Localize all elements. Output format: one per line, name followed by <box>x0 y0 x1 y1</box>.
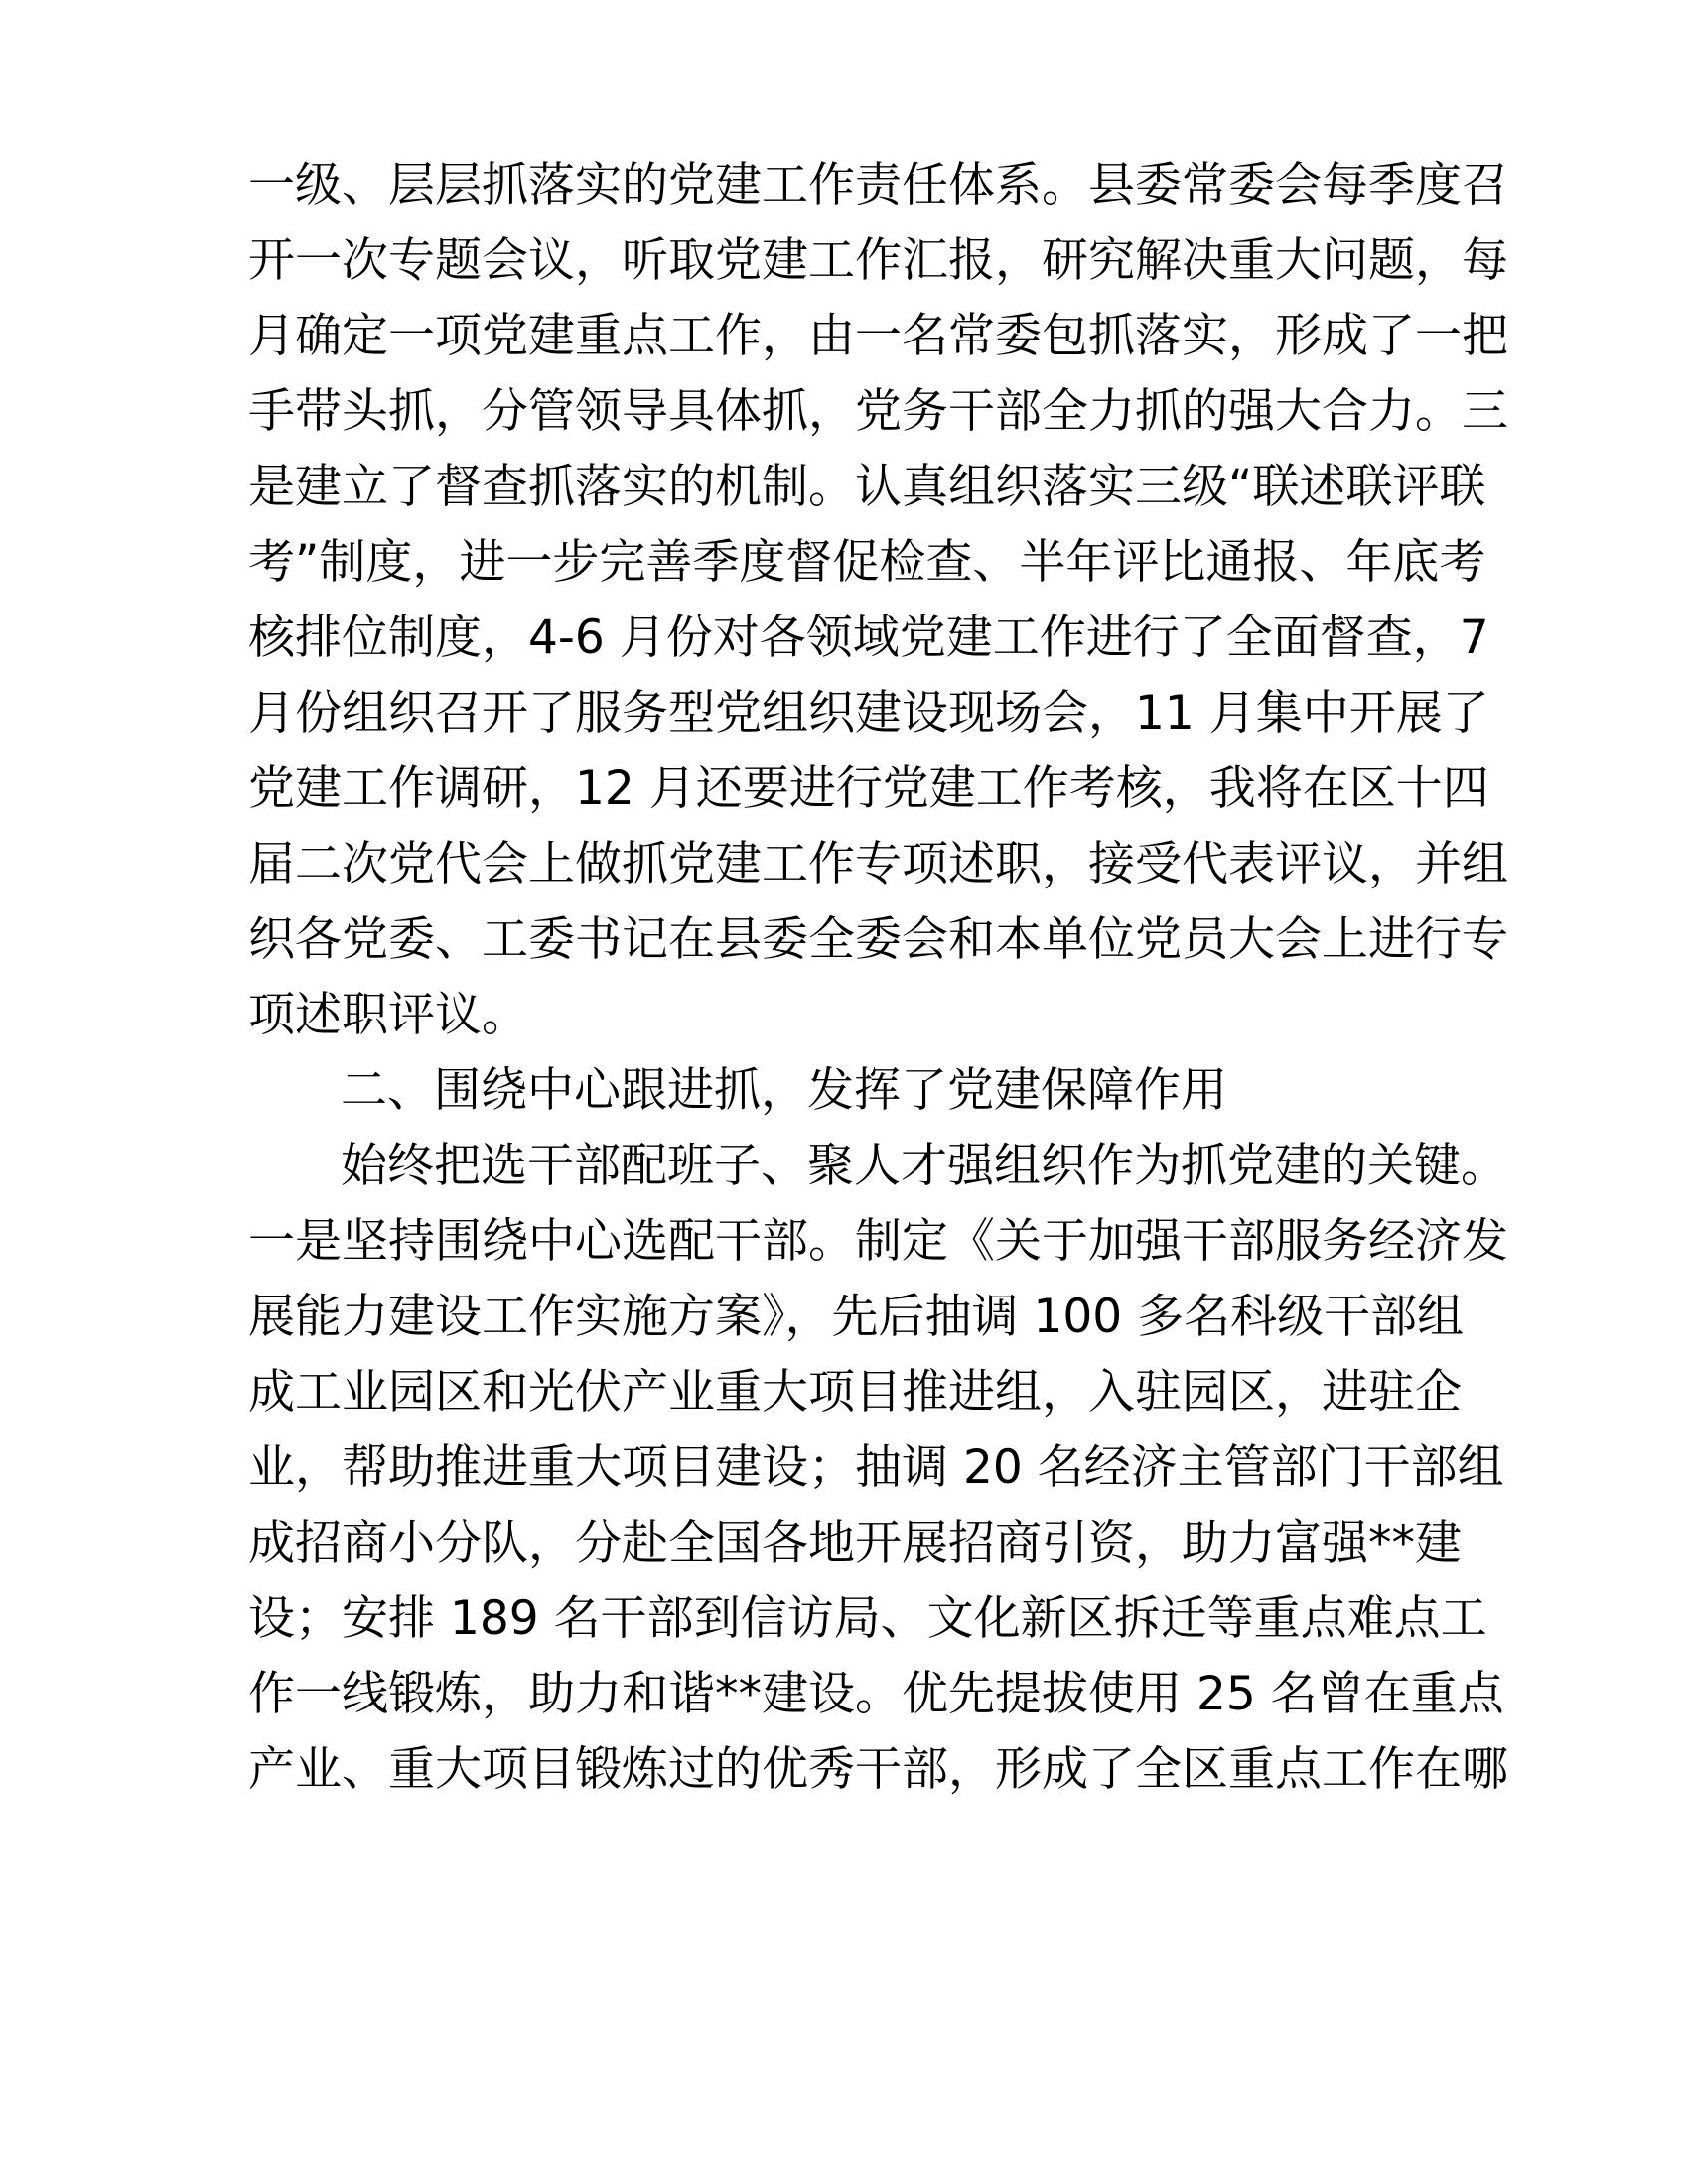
paragraph-line: 织各党委、工委书记在县委全委会和本单位党员大会上进行专 <box>248 912 1508 967</box>
paragraph-line: 业，帮助推进重大项目建设；抽调 20 名经济主管部门干部组 <box>248 1440 1504 1495</box>
paragraph-line: 产业、重大项目锻炼过的优秀干部，形成了全区重点工作在哪 <box>248 1742 1508 1797</box>
paragraph-line: 手带头抓，分管领导具体抓，党务干部全力抓的强大合力。三 <box>248 384 1508 439</box>
paragraph-line: 展能力建设工作实施方案》，先后抽调 100 多名科级干部组 <box>248 1290 1465 1344</box>
paragraph-line: 始终把选干部配班子、聚人才强组织作为抓党建的关键。 <box>341 1139 1507 1193</box>
paragraph-line: 考”制度，进一步完善季度督促检查、半年评比通报、年底考 <box>248 535 1486 590</box>
paragraph-line: 党建工作调研，12 月还要进行党建工作考核，我将在区十四 <box>248 761 1489 816</box>
paragraph-line: 月确定一项党建重点工作，由一名常委包抓落实，形成了一把 <box>248 309 1508 363</box>
paragraph-line: 成工业园区和光伏产业重大项目推进组，入驻园区，进驻企 <box>248 1365 1462 1420</box>
paragraph-line: 核排位制度，4-6 月份对各领域党建工作进行了全面督查，7 <box>248 611 1489 665</box>
section-heading: 二、围绕中心跟进抓，发挥了党建保障作用 <box>341 1063 1227 1118</box>
paragraph-line: 月份组织召开了服务型党组织建设现场会，11 月集中开展了 <box>248 686 1489 741</box>
paragraph-line: 开一次专题会议，听取党建工作汇报，研究解决重大问题，每 <box>248 233 1508 288</box>
paragraph-line: 一是坚持围绕中心选配干部。制定《关于加强干部服务经济发 <box>248 1214 1508 1269</box>
paragraph-line: 设；安排 189 名干部到信访局、文化新区拆迁等重点难点工 <box>248 1591 1487 1646</box>
paragraph-line: 作一线锻炼，助力和谐**建设。优先提拔使用 25 名曾在重点 <box>248 1667 1504 1721</box>
paragraph-line: 届二次党代会上做抓党建工作专项述职，接受代表评议，并组 <box>248 837 1508 891</box>
paragraph-line: 是建立了督查抓落实的机制。认真组织落实三级“联述联评联 <box>248 460 1486 514</box>
paragraph-line: 成招商小分队，分赴全国各地开展招商引资，助力富强**建 <box>248 1516 1462 1570</box>
paragraph-line: 一级、层层抓落实的党建工作责任体系。县委常委会每季度召 <box>248 158 1508 212</box>
paragraph-line: 项述职评议。 <box>248 988 528 1042</box>
